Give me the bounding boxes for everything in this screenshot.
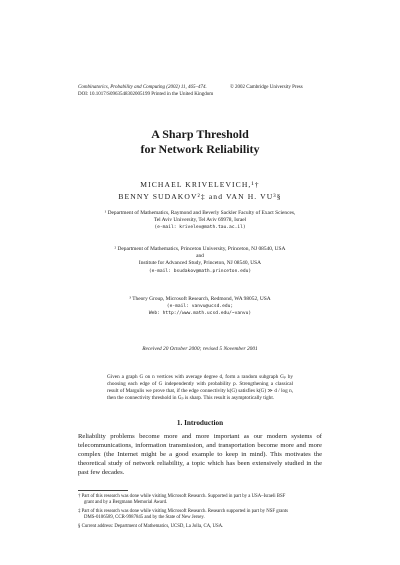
affiliation-2-email: (e-mail: bsudakov@math.princeton.edu) [148,268,252,274]
footnote-1-line-1: † Part of this research was done while visiting Microsoft Research. Supported in part by a USA–Israeli BSF [78,494,286,499]
affiliation-1 [0,210,400,232]
footnote-3-line-1: § Current address: Department of Mathematics, UCSD, La Jolla, CA, USA. [78,524,224,529]
journal-citation: Combinatorics, Probability and Computing (2002) 11, 465–474. [78,85,207,90]
paper-title [0,127,400,157]
footnote-1 [78,494,322,507]
footnote-rule [78,490,128,491]
affiliation-2-line-2: and [196,253,204,260]
author-line-1: MICHAEL KRIVELEVICH,¹† [140,180,260,189]
doi-line: DOI: 10.1017/S0963548302005199 Printed in the United Kingdom [78,92,214,97]
received-dates: Received 20 October 2000; revised 5 November 2001 [142,346,258,352]
footnote-3 [78,524,322,530]
affiliation-1-line-1: ¹ Department of Mathematics, Raymond and Beverly Sackler Faculty of Exact Sciences, [104,210,296,216]
footnote-2-line-2: DMS-0106589, CCR-9987845 and by the State of New Jersey. [84,515,205,521]
affiliation-3-web: Web: http://www.math.ucsd.edu/~vanvu) [148,311,252,317]
title-line-2: for Network Reliability [140,142,260,156]
footnote-2 [78,509,322,522]
affiliation-3-line-1: ³ Theory Group, Microsoft Research, Redmond, WA 98052, USA [129,296,271,302]
introduction-paragraph: Reliability problems become more and more important as our modern systems of telecommunications, information transmission, and transportation become more and more complex (the Internet might be a good example to keep in mind). This motivates the theoretical study of network reliability, a topic which has been extensively studied in the past few decades. [78,433,322,477]
affiliation-3 [0,296,400,318]
title-line-1: A Sharp Threshold [151,127,249,141]
section-heading: 1. Introduction [176,419,224,427]
abstract: Given a graph G on n vertices with average degree d, form a random subgraph Gₚ by choosing each edge of G independently with probability p. Strengthening a classical result of Margulis we prove that, if the edge connectivity k(G) satisfies k(G) ≫ d / log n, then the connectivity threshold in Gₚ is sharp. This result is asymptotically tight. [107,374,293,401]
affiliation-1-email: (e-mail: krivelev@math.tau.ac.il) [154,225,246,231]
affiliation-2-line-3: Institute for Advanced Study, Princeton, NJ 08540, USA [138,260,262,267]
copyright-notice: © 2002 Cambridge University Press [230,85,303,90]
author-line-2: BENNY SUDAKOV²‡ and VAN H. VU³§ [118,192,282,201]
affiliation-1-line-2: Tel Aviv University, Tel Aviv 69978, Israel [153,217,247,224]
affiliation-2-line-1: ² Department of Mathematics, Princeton University, Princeton, NJ 08540, USA [114,246,286,252]
affiliation-3-email: (e-mail: vanvu@ucsd.edu; [166,304,234,310]
affiliation-2 [0,246,400,275]
footnote-1-line-2: grant and by a Bergmann Memorial Award. [84,500,168,506]
footnote-2-line-1: ‡ Part of this research was done while visiting Microsoft Research. Research supported in part by NSF grants [78,509,288,514]
